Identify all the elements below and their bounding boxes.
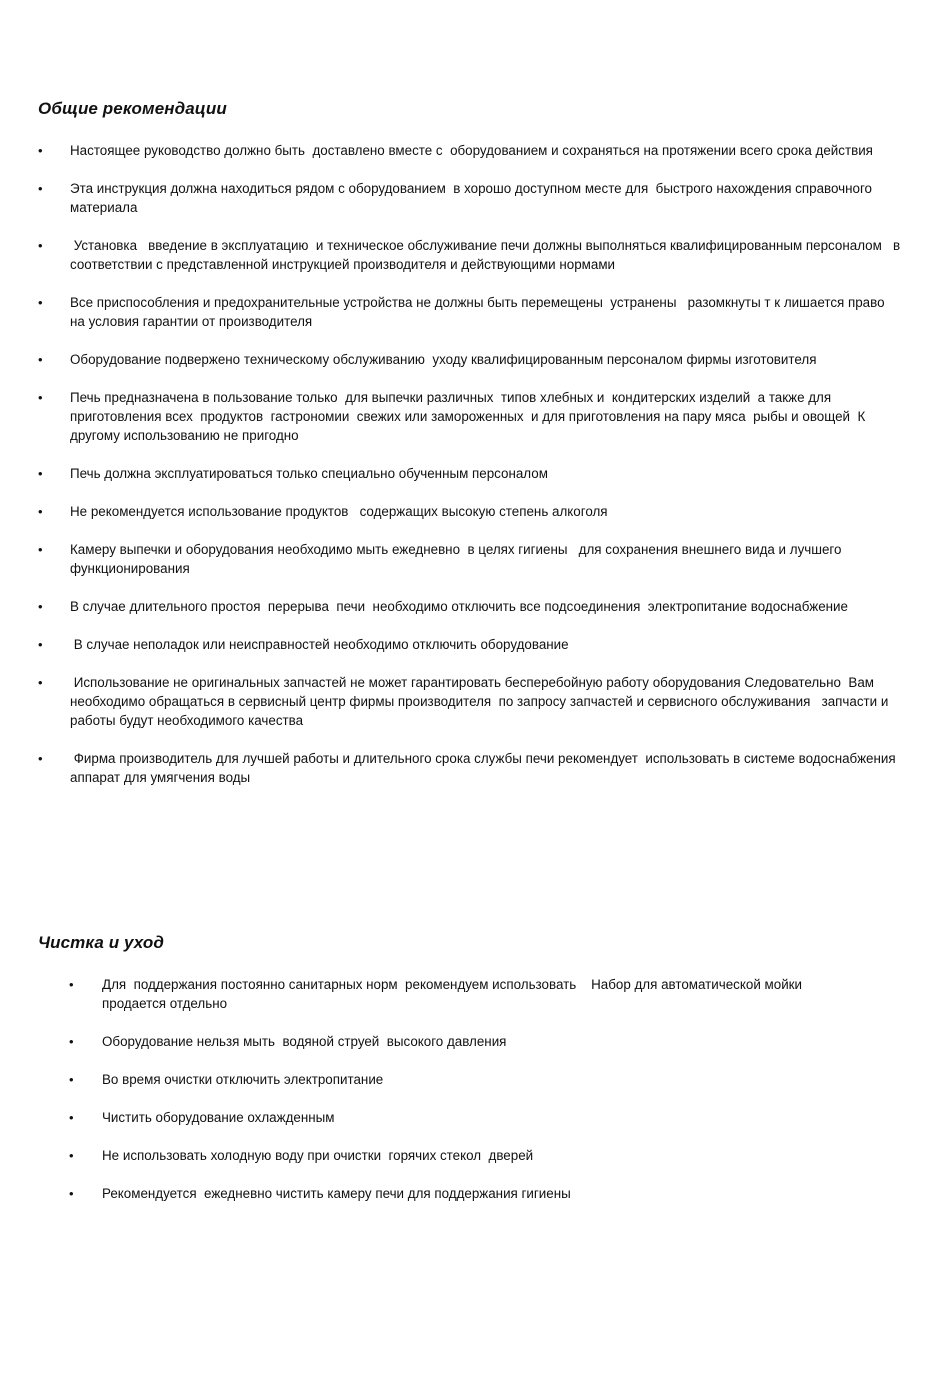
list-item-text: В случае неполадок или неисправностей необходимо отключить оборудование — [70, 637, 569, 652]
section-title-cleaning-and-care: Чистка и уход — [38, 933, 164, 952]
bullet-icon: • — [38, 238, 43, 253]
list-item — [38, 350, 903, 369]
bullet-icon: • — [38, 504, 43, 519]
list-item-text: Во время очистки отключить электропитание — [102, 1072, 384, 1087]
bullet-icon: • — [69, 977, 74, 992]
bullet-icon: • — [38, 295, 43, 310]
list-item-text: В случае длительного простоя перерыва печи необходимо отключить все подсоединения электропитание водоснабжение — [70, 599, 848, 614]
bullet-icon: • — [69, 1186, 74, 1201]
list-item — [38, 141, 903, 160]
list-item — [69, 1146, 869, 1165]
list-item-text: Не использовать холодную воду при очистки горячих стекол дверей — [102, 1148, 534, 1163]
general-recommendations-list — [38, 141, 903, 806]
bullet-icon: • — [38, 143, 43, 158]
bullet-icon: • — [38, 542, 43, 557]
list-item — [69, 975, 869, 1013]
list-item — [69, 1108, 869, 1127]
list-item-text: Все приспособления и предохранительные устройства не должны быть перемещены устранены разомкнуты т к лишается право на условия гарантии от производителя — [70, 295, 889, 329]
bullet-icon: • — [69, 1072, 74, 1087]
bullet-icon: • — [38, 466, 43, 481]
list-item — [38, 236, 903, 274]
bullet-icon: • — [38, 637, 43, 652]
list-item-text: Чистить оборудование охлажденным — [102, 1110, 335, 1125]
list-item-text: Оборудование подвержено техническому обслуживанию уходу квалифицированным персоналом фирмы изготовителя — [70, 352, 817, 367]
bullet-icon: • — [69, 1110, 74, 1125]
list-item — [38, 464, 903, 483]
list-item — [69, 1032, 869, 1051]
list-item-text: Установка введение в эксплуатацию и техническое обслуживание печи должны выполняться квалифицированным персоналом в соответствии с представленной инструкцией производителя и действующими нормами — [70, 238, 904, 272]
list-item — [38, 749, 903, 787]
bullet-icon: • — [69, 1034, 74, 1049]
bullet-icon: • — [69, 1148, 74, 1163]
list-item-text: Настоящее руководство должно быть доставлено вместе с оборудованием и сохраняться на протяжении всего срока действия — [70, 143, 873, 158]
list-item-text: Оборудование нельзя мыть водяной струей высокого давления — [102, 1034, 507, 1049]
list-item-text: Камеру выпечки и оборудования необходимо мыть ежедневно в целях гигиены для сохранения внешнего вида и лучшего функционирования — [70, 542, 846, 576]
bullet-icon: • — [38, 352, 43, 367]
list-item — [69, 1184, 869, 1203]
list-item — [38, 673, 903, 730]
bullet-icon: • — [38, 599, 43, 614]
list-item — [69, 1070, 869, 1089]
bullet-icon: • — [38, 181, 43, 196]
list-item — [38, 540, 903, 578]
list-item — [38, 293, 903, 331]
section-title-general-recommendations: Общие рекомендации — [38, 99, 227, 118]
list-item-text: Использование не оригинальных запчастей не может гарантировать бесперебойную работу оборудования Следовательно Вам необходимо обращаться в сервисный центр фирмы производителя по запросу запчастей и сервисного обслуживания запчасти и работы будут необходимого качества — [70, 675, 893, 728]
list-item — [38, 597, 903, 616]
list-item-text: Печь предназначена в пользование только для выпечки различных типов хлебных и кондитерских изделий а также для приготовления всех продуктов гастрономии свежих или замороженных и для приготовления на пару мяса рыбы и овощей К другому использованию не пригодно — [70, 390, 870, 443]
list-item-text: Печь должна эксплуатироваться только специально обученным персоналом — [70, 466, 548, 481]
bullet-icon: • — [38, 751, 43, 766]
cleaning-and-care-list — [69, 975, 869, 1222]
bullet-icon: • — [38, 390, 43, 405]
bullet-icon: • — [38, 675, 43, 690]
list-item — [38, 502, 903, 521]
list-item-text: Рекомендуется ежедневно чистить камеру печи для поддержания гигиены — [102, 1186, 571, 1201]
list-item-text: Эта инструкция должна находиться рядом с оборудованием в хорошо доступном месте для быстрого нахождения справочного материала — [70, 181, 876, 215]
list-item-text: Для поддержания постоянно санитарных норм рекомендуем использовать Набор для автоматической мойки продается отдельно — [102, 977, 810, 1011]
list-item — [38, 388, 903, 445]
list-item — [38, 635, 903, 654]
list-item-text: Не рекомендуется использование продуктов содержащих высокую степень алкоголя — [70, 504, 608, 519]
list-item — [38, 179, 903, 217]
list-item-text: Фирма производитель для лучшей работы и длительного срока службы печи рекомендует использовать в системе водоснабжения аппарат для умягчения воды — [70, 751, 900, 785]
